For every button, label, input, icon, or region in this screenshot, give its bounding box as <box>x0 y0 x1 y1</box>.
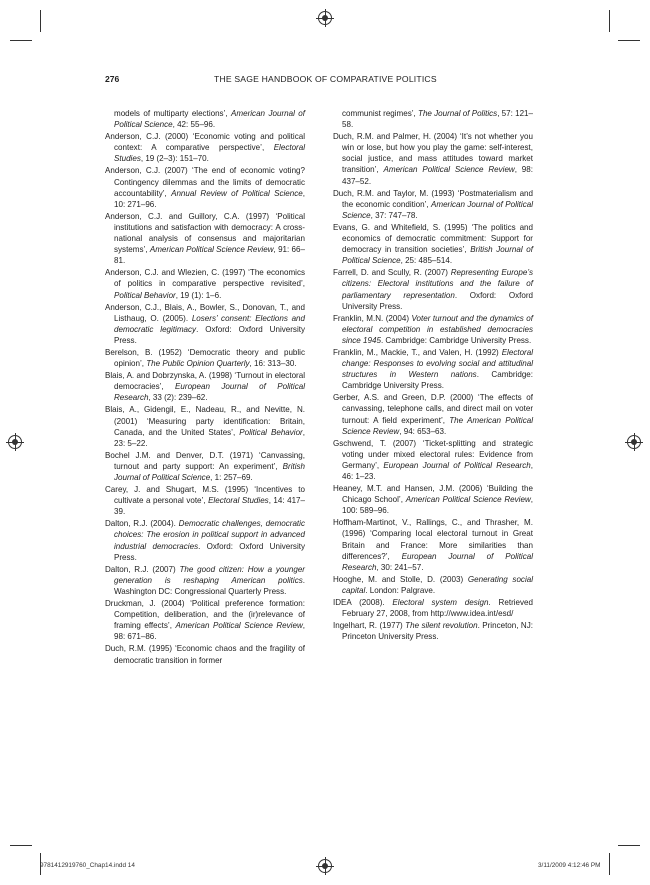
crop-mark <box>10 40 32 41</box>
reference-source-title: British Journal of Political Science <box>114 461 305 482</box>
reference-source-title: The good citizen: How a younger generation is reshaping American politics <box>114 564 305 585</box>
reference-text: Hooghe, M. and Stolle, D. (2003) <box>333 574 468 584</box>
reference-entry <box>105 108 305 130</box>
reference-entry <box>105 450 305 483</box>
reference-entry <box>105 211 305 266</box>
reference-text: Duch, R.M. and Palmer, H. (2004) ‘It’s not whether you win or lose, but how you play the game: self-interest, social justice, and mass attitudes toward market transition’, <box>333 132 533 175</box>
reference-entry <box>105 131 305 164</box>
reference-details: . Oxford: Oxford University Press. <box>342 290 533 311</box>
reference-text: Gerber, A.S. and Green, D.P. (2000) ‘The effects of canvassing, telephone calls, and direct mail on voter turnout: A field experiment’, <box>333 393 533 425</box>
reference-text: Bochel J.M. and Denver, D.T. (1971) ‘Canvassing, turnout and party support: An experiment’, <box>105 450 305 471</box>
reference-entry <box>105 598 305 642</box>
registration-mark-icon <box>627 435 641 449</box>
reference-details: , 37: 747–78. <box>370 210 418 220</box>
reference-source-title: The American Political Science Review <box>342 415 533 436</box>
reference-source-title: Electoral Studies <box>208 496 269 506</box>
reference-source-title: Losers’ consent: Elections and democratic legitimacy <box>114 313 305 334</box>
reference-entry <box>105 347 305 369</box>
reference-entry <box>105 404 305 448</box>
reference-entry <box>333 483 533 516</box>
reference-text: communist regimes’, <box>342 109 419 118</box>
reference-entry <box>105 518 305 562</box>
reference-details: , 19 (2–3): 151–70. <box>140 154 209 164</box>
reference-source-title: Political Behavior <box>114 290 176 300</box>
registration-mark-icon <box>318 11 332 25</box>
crop-mark <box>40 10 41 32</box>
reference-text: Anderson, C.J. (2007) ‘The end of economic voting? Contingency dilemmas and the limits of democratic accountability’, <box>105 166 305 198</box>
reference-source-title: The Public Opinion Quarterly <box>146 359 250 369</box>
reference-source-title: American Political Science Review <box>149 245 274 255</box>
reference-text: Evans, G. and Whitefield, S. (1995) ‘The politics and economics of democratic commitment: Support for democracy in transition societies’, <box>333 222 533 255</box>
reference-text: Anderson, C.J., Blais, A., Bowler, S., Donovan, T., and Listhaug, O. (2005). <box>105 302 305 323</box>
reference-source-title: Annual Review of Political Science <box>171 188 303 198</box>
reference-source-title: European Journal of Political Research <box>383 460 531 470</box>
reference-details: . Cambridge: Cambridge University Press. <box>380 335 532 345</box>
reference-text: Gschwend, T. (2007) ‘Ticket-splitting and strategic voting under mixed electoral rules: Evidence from Germany’, <box>333 438 533 470</box>
reference-text: Farrell, D. and Scully, R. (2007) <box>333 268 451 278</box>
registration-mark-icon <box>8 435 22 449</box>
registration-mark-icon <box>318 859 332 873</box>
reference-details: , 10: 271–96. <box>114 188 305 209</box>
reference-details: , 1: 257–69. <box>210 473 253 482</box>
reference-details: . Retrieved February 27, 2008, from http://www.idea.int/esd/ <box>342 598 533 619</box>
footer-file-info: 9781412919760_Chap14.indd 14 <box>40 862 135 869</box>
reference-text: Anderson, C.J. and Guillory, C.A. (1997) ‘Political institutions and satisfaction with democracy: A cross-national analysis of consensus and majoritarian systems’, <box>105 211 305 255</box>
reference-details: . Oxford: Oxford University Press. <box>114 541 305 562</box>
reference-entry <box>105 267 305 300</box>
reference-source-title: Representing Europe’s citizens: Electoral institutions and the failure of parliamentary representation <box>342 268 533 300</box>
reference-details: . Oxford: Oxford University Press. <box>114 324 305 345</box>
reference-text: Dalton, R.J. (2004). <box>105 519 179 529</box>
reference-details: , 42: 55–96. <box>172 120 216 130</box>
reference-text: Berelson, B. (1952) ‘Democratic theory and public opinion’, <box>105 347 305 369</box>
book-title: THE SAGE HANDBOOK OF COMPARATIVE POLITICS <box>214 74 437 84</box>
reference-source-title: Generating social capital <box>342 574 533 595</box>
page-number: 276 <box>105 74 120 84</box>
reference-details: , 98: 671–86. <box>114 621 306 642</box>
reference-entry <box>333 620 533 642</box>
reference-text: Ingelhart, R. (1977) <box>333 621 406 631</box>
reference-entry <box>333 131 533 186</box>
reference-text: Franklin, M., Mackie, T., and Valen, H. (1992) <box>333 347 502 357</box>
crop-mark <box>618 40 640 41</box>
reference-text: Anderson, C.J. (2000) ‘Economic voting and political context: A comparative perspective’, <box>105 132 305 153</box>
reference-entry <box>333 267 533 311</box>
reference-text: IDEA (2008). <box>333 598 393 608</box>
reference-details: , 33 (2): 239–62. <box>148 393 208 403</box>
reference-source-title: Political Behavior <box>239 427 303 437</box>
reference-details: , 100: 589–96. <box>342 495 533 516</box>
reference-text: Duch, R.M. and Taylor, M. (1993) ‘Postmaterialism and the economic condition’, <box>333 188 533 209</box>
running-header <box>105 74 545 86</box>
reference-source-title: American Political Science Review <box>175 621 303 631</box>
crop-mark <box>618 845 640 846</box>
reference-source-title: European Journal of Political Research <box>114 382 305 403</box>
reference-source-title: Electoral change: Responses to evolving social and attitudinal structures in Western nations <box>342 347 533 380</box>
reference-entry <box>333 347 533 391</box>
reference-details: , 91: 66–81. <box>114 245 305 266</box>
reference-details: , 14: 417–39. <box>114 496 306 517</box>
reference-source-title: Electoral Studies <box>114 143 305 164</box>
reference-source-title: The silent revolution <box>405 621 478 631</box>
reference-entry <box>333 188 533 221</box>
references-right-column <box>333 108 533 643</box>
reference-details: , 57: 121–58. <box>342 109 533 130</box>
reference-details: . Washington DC: Congressional Quarterly Press. <box>114 575 305 596</box>
crop-mark <box>10 845 32 846</box>
reference-source-title: Democratic challenges, democratic choices: The erosion in political support in advanced industrial democracies <box>114 519 305 551</box>
reference-text: Carey, J. and Shugart, M.S. (1995) ‘Incentives to cultivate a personal vote’, <box>105 485 305 506</box>
reference-source-title: Voter turnout and the dynamics of electoral competition in established democracies since 1945 <box>342 313 533 345</box>
reference-text: Blais, A., Gidengil, E., Nadeau, R., and Nevitte, N. (2001) ‘Measuring party identification: Britain, Canada, and the United States’, <box>105 405 305 437</box>
reference-source-title: American Political Science Review <box>405 495 531 505</box>
reference-details: , 98: 437–52. <box>342 165 533 186</box>
reference-details: . Cambridge: Cambridge University Press. <box>342 370 533 391</box>
reference-source-title: American Journal of Political Science <box>342 199 533 220</box>
reference-entry <box>105 643 305 665</box>
reference-text: Heaney, M.T. and Hansen, J.M. (2006) ‘Building the Chicago School’, <box>333 484 533 505</box>
reference-text: Duch, R.M. (1995) ‘Economic chaos and the fragility of democratic transition in former <box>105 644 305 665</box>
footer-timestamp: 3/11/2009 4:12:46 PM <box>538 862 601 869</box>
reference-entry <box>105 564 305 597</box>
reference-source-title: European Journal of Political Research <box>342 551 534 572</box>
reference-text: Druckman, J. (2004) ‘Political preference formation: Competition, deliberation, and the (ir)relevance of framing effects’, <box>105 599 305 631</box>
reference-entry <box>333 392 533 436</box>
reference-details: , 23: 5–22. <box>114 427 305 448</box>
reference-text: Anderson, C.J. and Wlezien, C. (1997) ‘The economics of politics in comparative perspective revisited’, <box>105 268 305 289</box>
reference-source-title: The Journal of Politics <box>418 109 498 118</box>
references-left-column <box>105 108 305 667</box>
reference-entry <box>333 222 533 266</box>
reference-entry <box>333 597 533 619</box>
reference-source-title: British Journal of Political Science <box>342 245 534 266</box>
reference-text: Blais, A. and Dobrzynska, A. (1998) ‘Turnout in electoral democracies’, <box>105 371 305 392</box>
crop-mark <box>609 10 610 32</box>
reference-text: Dalton, R.J. (2007) <box>105 564 180 574</box>
reference-entry <box>105 484 305 517</box>
reference-source-title: American Political Science Review <box>383 165 515 175</box>
reference-details: , 30: 241–57. <box>376 562 424 572</box>
reference-details: , 94: 653–63. <box>399 426 447 436</box>
reference-entry <box>333 313 533 346</box>
reference-entry <box>333 438 533 482</box>
reference-details: , 46: 1–23. <box>342 460 533 481</box>
reference-source-title: American Journal of Political Science <box>114 109 305 130</box>
reference-entry <box>105 165 305 209</box>
reference-entry <box>333 108 533 130</box>
reference-entry <box>333 517 533 572</box>
reference-details: , 16: 313–30. <box>249 359 297 369</box>
reference-text: models of multiparty elections’, <box>114 109 232 118</box>
reference-details: . London: Palgrave. <box>365 585 436 595</box>
reference-entry <box>333 574 533 596</box>
reference-entry <box>105 302 305 346</box>
reference-entry <box>105 370 305 403</box>
reference-text: Hoffham-Martinot, V., Rallings, C., and Thrasher, M. (1996) ‘Comparing local electoral turnout in Great Britain and France: More similarities than differences?’, <box>333 518 533 561</box>
reference-details: . Princeton, NJ: Princeton University Press. <box>342 621 533 642</box>
crop-mark <box>609 853 610 875</box>
reference-text: Franklin, M.N. (2004) <box>333 313 412 323</box>
reference-details: , 25: 485–514. <box>400 256 453 266</box>
reference-source-title: Electoral system design <box>392 598 489 608</box>
reference-details: , 19 (1): 1–6. <box>175 290 222 300</box>
